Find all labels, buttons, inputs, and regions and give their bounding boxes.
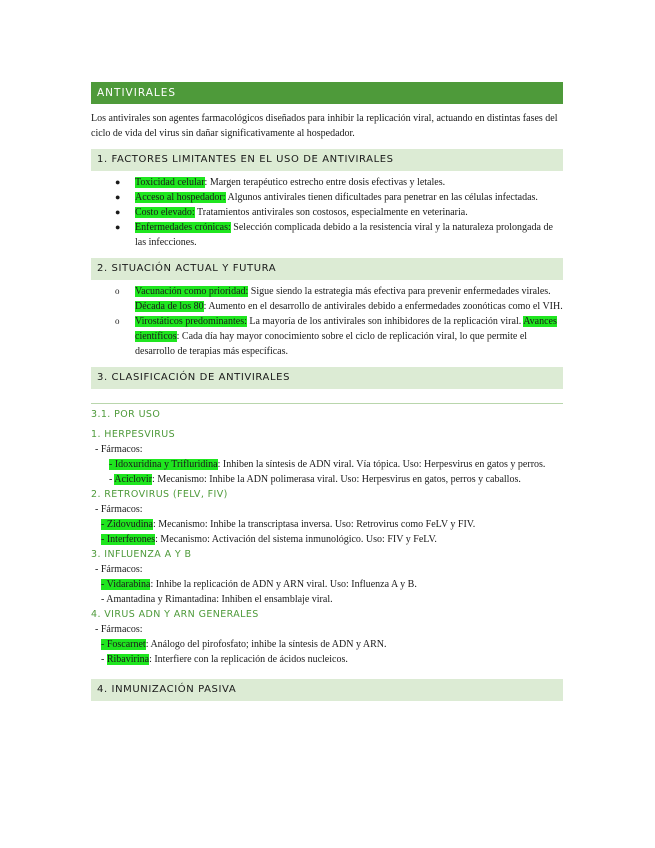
- highlight-key: - Vidarabina: [101, 579, 151, 590]
- item-text: : Margen terapéutico estrecho entre dosis efectivas y letales.: [204, 177, 446, 188]
- highlight-key: - Zidovudina: [101, 519, 153, 530]
- highlight-key: Avances científicos: [135, 316, 557, 342]
- list-item: [115, 284, 563, 314]
- section-1-list: [91, 175, 563, 250]
- group-title-influenza: 3. INFLUENZA A Y B: [91, 549, 192, 560]
- farmacos-label: - Fármacos:: [95, 564, 143, 575]
- highlight-key: - Idoxuridina y Trifluridina: [109, 459, 218, 470]
- drug-entry: [91, 637, 563, 652]
- item-text: : Aumento en el desarrollo de antivirales debido a enfermedades zoonóticas como el VIH.: [203, 301, 563, 312]
- drug-entry: - Aciclovir: Mecanismo: Inhibe la ADN polimerasa viral. Uso: Herpesvirus en gatos, perros y caballos.: [109, 474, 521, 485]
- drug-entry: [91, 517, 563, 532]
- highlight-key: Aciclovir: [114, 474, 153, 485]
- list-item: [115, 175, 563, 190]
- circle-bullet-icon: o: [115, 286, 120, 296]
- section-heading-4: 4. INMUNIZACIÓN PASIVA: [91, 679, 563, 701]
- list-item: [115, 205, 563, 220]
- bullet-icon: ●: [115, 192, 121, 202]
- highlight-key: Virostáticos predominantes:: [135, 316, 247, 327]
- section-heading-3: 3. CLASIFICACIÓN DE ANTIVIRALES: [91, 367, 563, 389]
- circle-bullet-icon: o: [115, 316, 120, 326]
- intro-paragraph: Los antivirales son agentes farmacológicos diseñados para inhibir la replicación viral, actuando en distintas fases del ciclo de vida del virus sin dañar significativamente al hospedador.: [91, 113, 558, 139]
- drug-entry: - Ribavirina: Interfiere con la replicación de ácidos nucleicos.: [101, 654, 348, 665]
- item-text: Algunos antivirales tienen dificultades para penetrar en las células infectadas.: [225, 192, 538, 203]
- item-text: La mayoría de los antivirales son inhibidores de la replicación viral.: [246, 316, 524, 327]
- drug-entry: [91, 532, 563, 547]
- document-title: ANTIVIRALES: [91, 82, 563, 104]
- subsection-title: 3.1. POR USO: [91, 409, 161, 420]
- bullet-icon: ●: [115, 177, 121, 187]
- document-page: [91, 82, 563, 701]
- section-heading-1: 1. FACTORES LIMITANTES EN EL USO DE ANTIVIRALES: [91, 149, 563, 171]
- drug-text: : Análogo del pirofosfato; inhibe la síntesis de ADN y ARN.: [145, 639, 387, 650]
- highlight-key: Acceso al hospedador:: [135, 192, 226, 203]
- highlight-key: Enfermedades crónicas:: [135, 222, 231, 233]
- section-2-list: [91, 284, 563, 359]
- highlight-key: Vacunación como prioridad:: [135, 286, 249, 297]
- divider: [91, 403, 563, 404]
- highlight-key: - Foscarnet: [101, 639, 146, 650]
- highlight-key: Toxicidad celular: [135, 177, 205, 188]
- item-text: Selección complicada debido a la resistencia viral y la naturaleza prolongada de las infecciones.: [135, 222, 553, 248]
- item-text: Sigue siendo la estrategia más efectiva para prevenir enfermedades virales.: [248, 286, 551, 297]
- group-title-herpesvirus: 1. HERPESVIRUS: [91, 429, 176, 440]
- drug-text: : Mecanismo: Inhibe la ADN polimerasa viral. Uso: Herpesvirus en gatos, perros y caballos.: [152, 474, 521, 485]
- group-title-virus-adn-arn: 4. VIRUS ADN Y ARN GENERALES: [91, 609, 259, 620]
- list-item: [115, 220, 563, 250]
- highlight-key: Década de los 80: [135, 301, 204, 312]
- farmacos-label: - Fármacos:: [95, 444, 143, 455]
- group-title-retrovirus: 2. RETROVIRUS (FELV, FIV): [91, 489, 228, 500]
- highlight-key: Costo elevado:: [135, 207, 195, 218]
- farmacos-label: - Fármacos:: [95, 504, 143, 515]
- list-item: [115, 190, 563, 205]
- item-text: : Cada día hay mayor conocimiento sobre el ciclo de replicación viral, lo que permite el desarrollo de terapias más específicas.: [135, 331, 528, 357]
- drug-text: : Inhiben la síntesis de ADN viral. Vía tópica. Uso: Herpesvirus en gatos y perros.: [217, 459, 546, 470]
- drug-text: : Interfiere con la replicación de ácidos nucleicos.: [149, 654, 348, 665]
- drug-entry: - Amantadina y Rimantadina: Inhiben el ensamblaje viral.: [101, 594, 333, 605]
- drug-text: : Mecanismo: Activación del sistema inmunológico. Uso: FIV y FeLV.: [155, 534, 437, 545]
- highlight-key: - Interferones: [101, 534, 156, 545]
- drug-text: : Inhibe la replicación de ADN y ARN viral. Uso: Influenza A y B.: [150, 579, 417, 590]
- list-item: [115, 314, 563, 359]
- drug-entry: [91, 577, 563, 592]
- item-text: Tratamientos antivirales son costosos, especialmente en veterinaria.: [194, 207, 468, 218]
- drug-entry: [91, 457, 563, 472]
- bullet-icon: ●: [115, 207, 121, 217]
- drug-text: : Mecanismo: Inhibe la transcriptasa inversa. Uso: Retrovirus como FeLV y FIV.: [152, 519, 476, 530]
- farmacos-label: - Fármacos:: [95, 624, 143, 635]
- section-heading-2: 2. SITUACIÓN ACTUAL Y FUTURA: [91, 258, 563, 280]
- highlight-key: Ribavirina: [106, 654, 150, 665]
- bullet-icon: ●: [115, 222, 121, 232]
